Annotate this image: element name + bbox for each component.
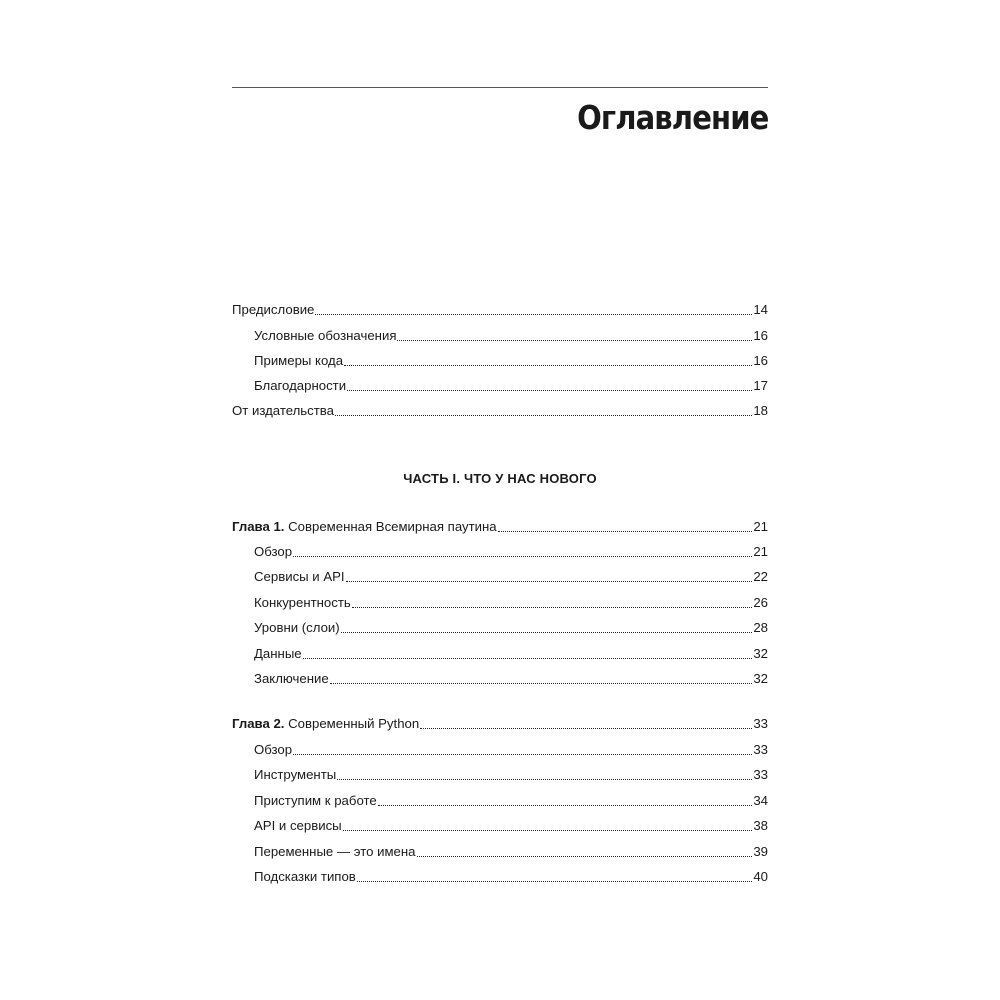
toc-entry-page: 16 xyxy=(753,353,768,368)
toc-entry-page: 21 xyxy=(753,544,768,559)
toc-entry-section[interactable] xyxy=(232,640,768,662)
dot-leader xyxy=(343,830,753,831)
dot-leader xyxy=(498,531,753,532)
toc-entry-conventions[interactable] xyxy=(232,322,768,344)
toc-entry-page: 28 xyxy=(753,620,768,635)
toc-entry-page: 33 xyxy=(753,716,768,731)
toc-entry-page: 33 xyxy=(753,742,768,757)
page-title: Оглавление xyxy=(576,98,768,137)
toc-entry-acknowledgements[interactable] xyxy=(232,372,768,394)
toc-entry-page: 14 xyxy=(753,302,768,317)
dot-leader xyxy=(335,415,752,416)
dot-leader xyxy=(417,856,753,857)
toc-entry-preface[interactable] xyxy=(232,296,768,318)
toc-entry-label: Уровни (слои) xyxy=(254,620,340,635)
dot-leader xyxy=(315,314,752,315)
dot-leader xyxy=(330,683,753,684)
dot-leader xyxy=(303,658,753,659)
toc-entry-section[interactable] xyxy=(232,589,768,611)
dot-leader xyxy=(341,632,753,633)
dot-leader xyxy=(352,607,753,608)
toc-entry-page: 22 xyxy=(753,569,768,584)
toc-entry-label: Инструменты xyxy=(254,767,337,782)
chapter-title: Современная Всемирная паутина xyxy=(284,519,497,534)
dot-leader xyxy=(397,340,752,341)
toc-entry-page: 38 xyxy=(753,818,768,833)
toc-entry-section[interactable] xyxy=(232,812,768,834)
toc-entry-page: 17 xyxy=(753,378,768,393)
toc-entry-label xyxy=(232,716,419,732)
part-heading: ЧАСТЬ I. ЧТО У НАС НОВОГО xyxy=(403,471,597,486)
toc-entry-label: Подсказки типов xyxy=(254,869,356,884)
toc-entry-label: Предисловие xyxy=(232,302,315,317)
toc-entry-page: 18 xyxy=(753,403,768,418)
toc-entry-label: Переменные — это имена xyxy=(254,844,416,859)
dot-leader xyxy=(346,581,753,582)
top-rule xyxy=(232,87,768,88)
toc-entry-label: Условные обозначения xyxy=(254,328,397,343)
toc-entry-label: Обзор xyxy=(254,544,293,559)
toc-entry-label: Благодарности xyxy=(254,378,347,393)
dot-leader xyxy=(357,881,753,882)
toc-entry-section[interactable] xyxy=(232,787,768,809)
toc-entry-section[interactable] xyxy=(232,563,768,585)
toc-entry-page: 21 xyxy=(753,519,768,534)
toc-entry-section[interactable] xyxy=(232,614,768,636)
toc-entry-label: Сервисы и API xyxy=(254,569,345,584)
dot-leader xyxy=(420,728,752,729)
toc-entry-section[interactable] xyxy=(232,863,768,885)
toc-entry-label: Конкурентность xyxy=(254,595,351,610)
toc-entry-section[interactable] xyxy=(232,665,768,687)
toc-entry-section[interactable] xyxy=(232,761,768,783)
toc-entry-page: 39 xyxy=(753,844,768,859)
toc-entry-from-publisher[interactable] xyxy=(232,397,768,419)
toc-entry-page: 34 xyxy=(753,793,768,808)
toc-entry-page: 32 xyxy=(753,671,768,686)
dot-leader xyxy=(347,390,752,391)
toc-entry-label: Приступим к работе xyxy=(254,793,377,808)
toc-entry-page: 26 xyxy=(753,595,768,610)
toc-entry-section[interactable] xyxy=(232,538,768,560)
toc-entry-chapter-2[interactable] xyxy=(232,710,768,732)
toc-entry-label: Обзор xyxy=(254,742,293,757)
toc-entry-label: Заключение xyxy=(254,671,329,686)
dot-leader xyxy=(337,779,752,780)
dot-leader xyxy=(378,805,753,806)
toc-entry-label: От издательства xyxy=(232,403,335,418)
toc-entry-label xyxy=(232,519,497,535)
dot-leader xyxy=(293,556,752,557)
chapter-prefix: Глава 2. xyxy=(232,716,285,731)
toc-entry-page: 16 xyxy=(753,328,768,343)
toc-entry-page: 40 xyxy=(753,869,768,884)
toc-entry-chapter-1[interactable] xyxy=(232,513,768,535)
dot-leader xyxy=(344,365,752,366)
toc-entry-page: 33 xyxy=(753,767,768,782)
toc-entry-section[interactable] xyxy=(232,736,768,758)
chapter-prefix: Глава 1. xyxy=(232,519,285,534)
toc-entry-label: Данные xyxy=(254,646,302,661)
chapter-title: Современный Python xyxy=(284,716,420,731)
toc-entry-code-examples[interactable] xyxy=(232,347,768,369)
toc-entry-section[interactable] xyxy=(232,838,768,860)
toc-entry-page: 32 xyxy=(753,646,768,661)
dot-leader xyxy=(293,754,752,755)
toc-entry-label: API и сервисы xyxy=(254,818,342,833)
toc-entry-label: Примеры кода xyxy=(254,353,344,368)
